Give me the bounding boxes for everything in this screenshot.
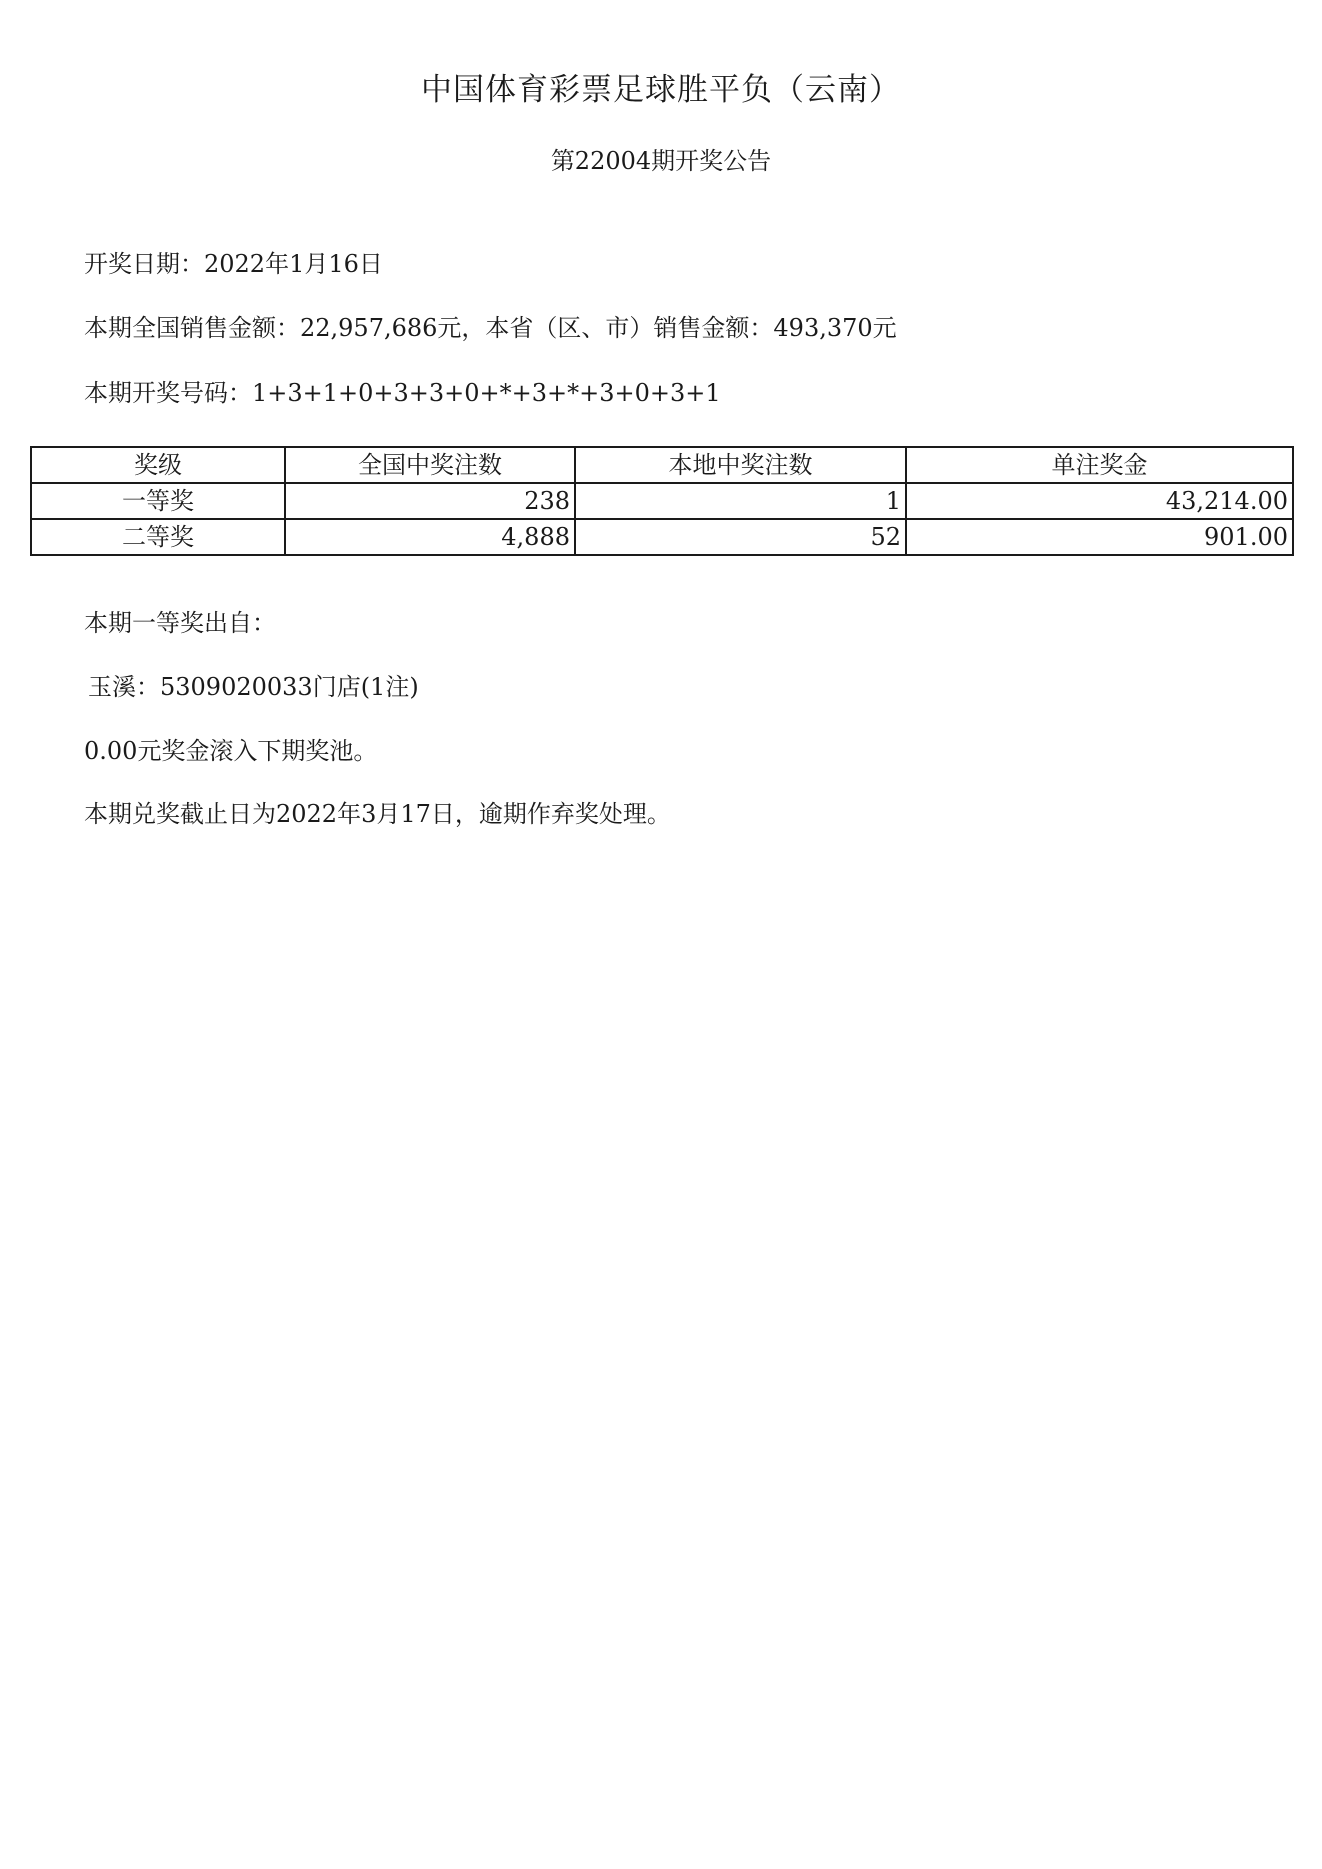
cell-local-winners: 1 <box>575 483 906 519</box>
header-national-winners: 全国中奖注数 <box>285 447 575 483</box>
cell-prize-amount: 43,214.00 <box>906 483 1293 519</box>
cell-prize-level: 二等奖 <box>31 519 285 555</box>
prize-pool-rollover: 0.00元奖金滚入下期奖池。 <box>84 737 378 765</box>
sales-amount: 本期全国销售金额：22,957,686元，本省（区、市）销售金额：493,370元 <box>84 314 897 342</box>
cell-national-winners: 238 <box>285 483 575 519</box>
draw-date: 开奖日期：2022年1月16日 <box>84 250 383 278</box>
winning-numbers: 本期开奖号码：1+3+1+0+3+3+0+*+3+*+3+0+3+1 <box>84 379 721 407</box>
prize-table <box>30 446 1294 556</box>
table-header-row <box>31 447 1293 483</box>
cell-national-winners: 4,888 <box>285 519 575 555</box>
header-local-winners: 本地中奖注数 <box>575 447 906 483</box>
first-prize-source-label: 本期一等奖出自： <box>84 609 276 637</box>
header-prize-level: 奖级 <box>31 447 285 483</box>
cell-local-winners: 52 <box>575 519 906 555</box>
table-row <box>31 519 1293 555</box>
cell-prize-amount: 901.00 <box>906 519 1293 555</box>
claim-deadline: 本期兑奖截止日为2022年3月17日，逾期作弃奖处理。 <box>84 800 671 828</box>
header-prize-amount: 单注奖金 <box>906 447 1293 483</box>
cell-prize-level: 一等奖 <box>31 483 285 519</box>
table-row <box>31 483 1293 519</box>
winning-store: 玉溪：5309020033门店(1注) <box>88 673 419 701</box>
page-subtitle: 第22004期开奖公告 <box>550 147 772 175</box>
page-title: 中国体育彩票足球胜平负（云南） <box>421 72 901 108</box>
